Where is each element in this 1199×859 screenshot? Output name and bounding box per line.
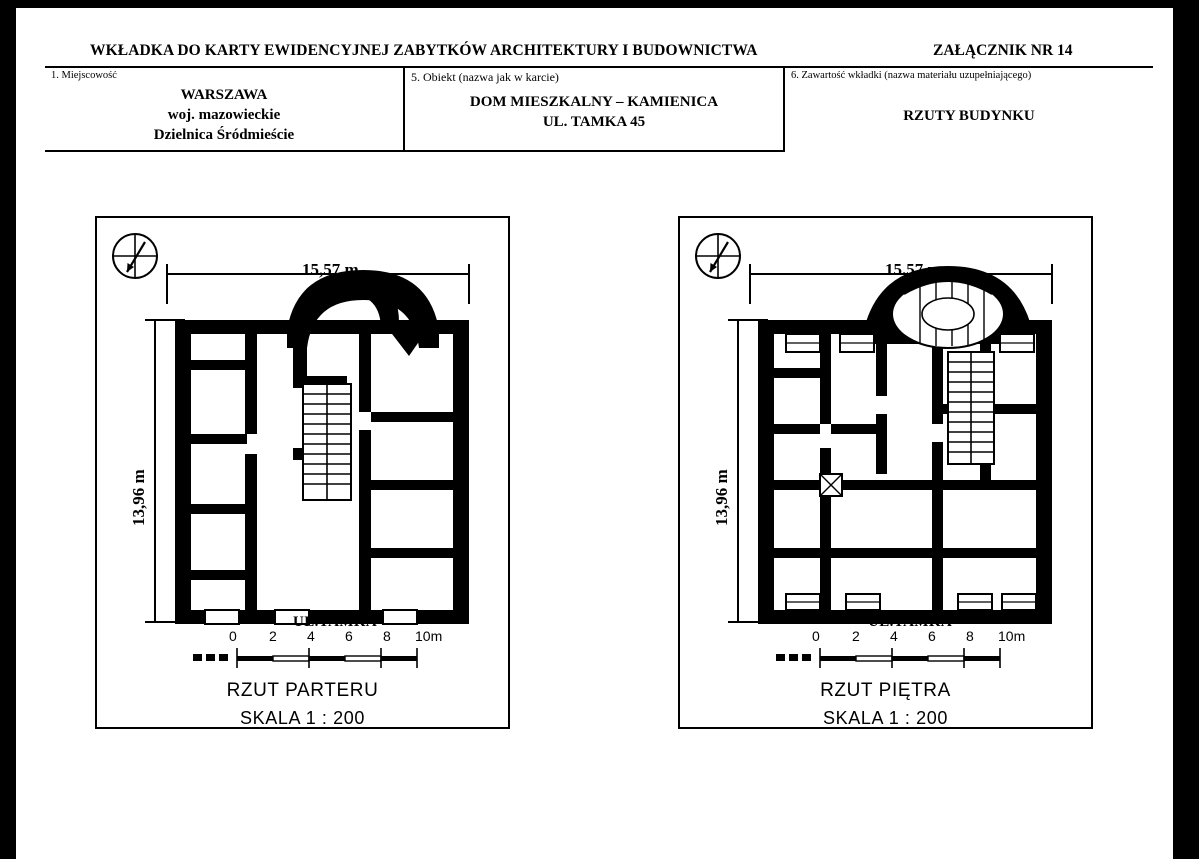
scale-tick-4: 4 <box>890 628 898 644</box>
annex-number: ZAŁĄCZNIK NR 14 <box>933 42 1073 59</box>
header-table <box>45 68 1153 152</box>
header-cell-locality <box>45 68 403 152</box>
scale-tick-4: 4 <box>307 628 315 644</box>
header-cell-content-label: 6. Zawartość wkładki (nazwa materiału uzupełniającego) <box>791 70 1032 81</box>
object-address: UL. TAMKA 45 <box>542 114 646 130</box>
dimension-left-label: 13,96 m <box>129 469 148 526</box>
plan-title: RZUT PARTERU <box>226 680 379 701</box>
header-cell-content <box>783 68 1153 152</box>
header-cell-content-value <box>785 106 1153 126</box>
dimension-left-label: 13,96 m <box>712 469 731 526</box>
scale-tick-0: 0 <box>229 628 237 644</box>
header-cell-locality-label: 1. Miejscowość <box>51 70 117 81</box>
scale-tick-6: 6 <box>345 628 353 644</box>
first-floor-drawing <box>680 218 1095 731</box>
scale-tick-10: 10m <box>415 628 443 644</box>
ground-floor-drawing <box>97 218 512 731</box>
document-title: WKŁADKA DO KARTY EWIDENCYJNEJ ZABYTKÓW ARCHITEKTURY I BUDOWNICTWA <box>90 42 758 59</box>
header-title-row <box>45 42 1153 64</box>
scale-tick-8: 8 <box>383 628 391 644</box>
scan-edge-top <box>0 0 1199 8</box>
plan-title: RZUT PIĘTRA <box>820 680 951 701</box>
scan-edge-right <box>1173 0 1199 859</box>
dimension-top-label: 15.57 m <box>885 260 942 279</box>
plan-scale: SKALA 1 : 200 <box>823 708 948 728</box>
scan-edge-left <box>0 0 16 859</box>
locality-district: Dzielnica Śródmieście <box>153 127 295 143</box>
scale-tick-8: 8 <box>966 628 974 644</box>
header-cell-locality-value <box>45 85 403 145</box>
header-cell-object <box>403 68 783 152</box>
header-cell-object-value <box>405 92 783 132</box>
header-cell-object-label: 5. Obiekt (nazwa jak w karcie) <box>411 70 559 84</box>
scale-tick-2: 2 <box>269 628 277 644</box>
document-header <box>45 42 1153 143</box>
scale-tick-0: 0 <box>812 628 820 644</box>
scale-tick-6: 6 <box>928 628 936 644</box>
object-name: DOM MIESZKALNY – KAMIENICA <box>469 94 719 110</box>
plan-scale: SKALA 1 : 200 <box>240 708 365 728</box>
dimension-top-label: 15,57 m <box>302 260 359 279</box>
locality-voivodeship: woj. mazowieckie <box>167 107 281 123</box>
plan-panel-first-floor <box>678 216 1093 729</box>
plan-panel-ground-floor <box>95 216 510 729</box>
scale-bar-numbers <box>187 628 447 646</box>
scale-bar-numbers <box>770 628 1030 646</box>
street-label: UL.TAMKA <box>868 614 953 630</box>
locality-city: WARSZAWA <box>180 87 268 103</box>
content-name: RZUTY BUDYNKU <box>903 108 1035 124</box>
scale-tick-10: 10m <box>998 628 1026 644</box>
scale-tick-2: 2 <box>852 628 860 644</box>
street-label: UL.TAMKA <box>293 614 378 630</box>
